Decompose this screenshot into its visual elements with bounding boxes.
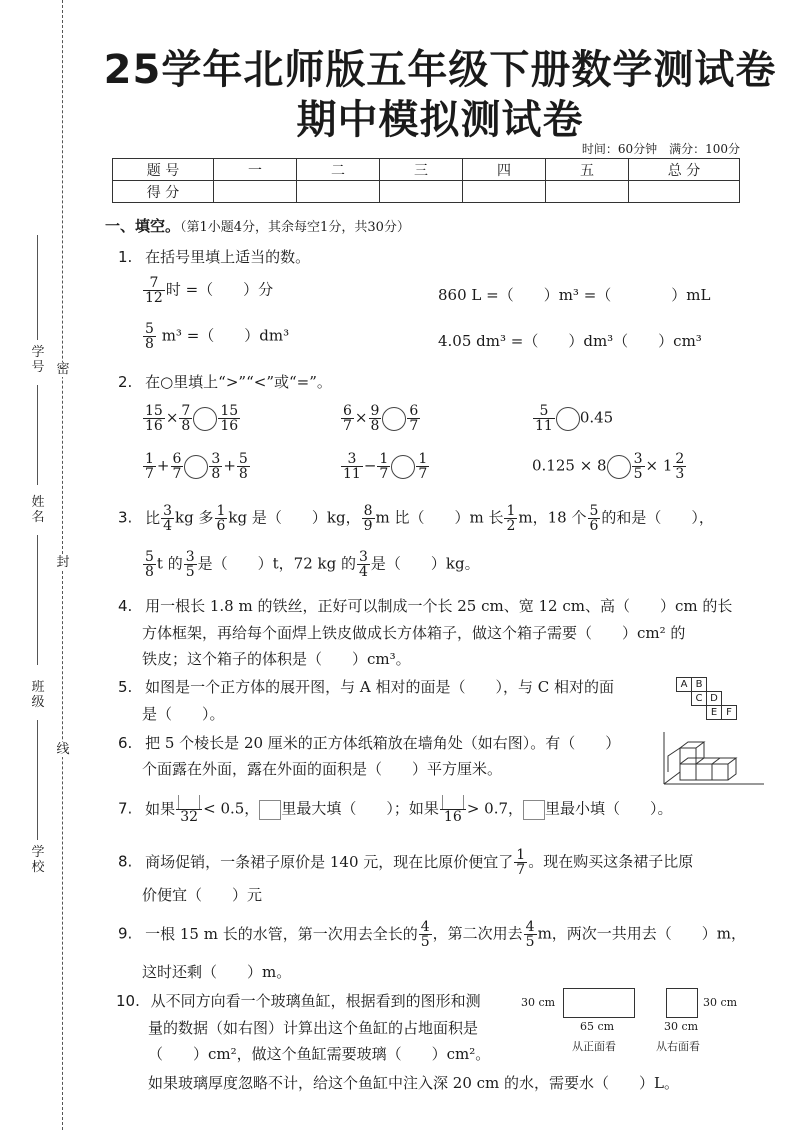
question-4-line1 bbox=[118, 595, 732, 616]
numerator: 3 bbox=[185, 549, 195, 565]
q1-item-c bbox=[142, 322, 289, 351]
text: 比 bbox=[145, 508, 161, 527]
numerator: 1 bbox=[516, 847, 526, 863]
numerator: 1 bbox=[506, 503, 516, 519]
question-number: 4. bbox=[118, 597, 133, 615]
answer-circle[interactable] bbox=[607, 455, 631, 479]
question-1 bbox=[118, 246, 310, 267]
q2-compare-4 bbox=[142, 452, 251, 481]
section-note: （第1小题4分，其余每空1分，共30分） bbox=[180, 220, 410, 235]
denominator: 11 bbox=[343, 466, 361, 482]
text: m，两次一共用去（ ）m， bbox=[537, 924, 747, 943]
numerator: 4 bbox=[420, 919, 430, 935]
question-8-line2: 价便宜（ ）元 bbox=[142, 886, 263, 904]
denominator: 7 bbox=[418, 466, 428, 482]
answer-circle[interactable] bbox=[193, 407, 217, 431]
fraction bbox=[377, 452, 390, 481]
numerator: 6 bbox=[172, 451, 182, 467]
score-table bbox=[112, 158, 740, 203]
denominator: 7 bbox=[409, 418, 419, 434]
denominator: 8 bbox=[145, 564, 154, 580]
operator: × 1 bbox=[645, 456, 673, 475]
net-face: C bbox=[691, 691, 707, 706]
page-subtitle: 期中模拟测试卷 bbox=[296, 97, 584, 143]
question-text: 从不同方向看一个玻璃鱼缸，根据看到的图形和测 bbox=[150, 992, 481, 1010]
fraction bbox=[161, 504, 174, 533]
question-4-line3: 铁皮；这个箱子的体积是（ ）cm³。 bbox=[142, 650, 411, 668]
score-cell: 五 bbox=[546, 159, 629, 181]
item-text: 时 =（ ）分 bbox=[165, 280, 274, 299]
denominator: 2 bbox=[506, 518, 516, 534]
answer-box[interactable] bbox=[523, 800, 545, 820]
text: ，第二次用去 bbox=[432, 924, 523, 943]
numerator: 7 bbox=[181, 403, 191, 419]
question-10-line2: 量的数据（如右图）计算出这个鱼缸的占地面积是 bbox=[148, 1019, 479, 1037]
right-view-caption: 从右面看 bbox=[656, 1040, 700, 1053]
answer-circle[interactable] bbox=[391, 455, 415, 479]
question-number: 7. bbox=[118, 799, 133, 818]
denominator: 7 bbox=[343, 418, 352, 434]
text: 商场促销，一条裙子原价是 140 元，现在比原价便宜了 bbox=[145, 852, 514, 871]
denominator: 11 bbox=[535, 418, 553, 434]
fraction bbox=[416, 452, 429, 481]
score-input-cell[interactable] bbox=[214, 181, 297, 203]
denominator: 8 bbox=[370, 418, 380, 434]
numerator: 5 bbox=[145, 549, 154, 565]
seal-mark-feng: 封 bbox=[56, 555, 70, 570]
text: m 比（ ）m 长 bbox=[375, 508, 504, 527]
question-7 bbox=[118, 795, 673, 824]
denominator: 8 bbox=[145, 336, 154, 352]
score-input-cell[interactable] bbox=[629, 181, 740, 203]
numerator: 3 bbox=[633, 451, 643, 467]
denominator: 7 bbox=[172, 466, 182, 482]
fraction bbox=[588, 504, 601, 533]
numerator: 5 bbox=[145, 321, 154, 337]
question-text: 在○里填上“>”“<”或“=”。 bbox=[145, 373, 332, 391]
q2-compare-3 bbox=[532, 404, 613, 433]
text: 。现在购买这条裙子比原 bbox=[528, 852, 694, 871]
question-number: 5. bbox=[118, 678, 133, 696]
q1-item-b: 860 L =（ ）m³ =（ ）mL bbox=[438, 286, 711, 304]
denominator: 5 bbox=[633, 466, 643, 482]
denominator: 9 bbox=[363, 518, 373, 534]
fraction bbox=[215, 504, 228, 533]
question-text: 在括号里填上适当的数。 bbox=[145, 248, 311, 266]
text: < 0.5， bbox=[203, 799, 260, 818]
page-title: 25学年北师版五年级下册数学测试卷 bbox=[103, 47, 777, 93]
denominator: 6 bbox=[216, 518, 226, 534]
numerator-blank[interactable] bbox=[440, 795, 466, 810]
denominator: 5 bbox=[185, 564, 195, 580]
numerator: 4 bbox=[525, 919, 535, 935]
numerator: 1 bbox=[145, 451, 154, 467]
question-6-line1 bbox=[118, 732, 620, 753]
score-table-score-row bbox=[113, 181, 740, 203]
q2-compare-1 bbox=[142, 404, 241, 433]
front-view-caption: 从正面看 bbox=[572, 1040, 616, 1053]
score-input-cell[interactable] bbox=[463, 181, 546, 203]
net-face: B bbox=[691, 677, 707, 692]
denominator: 7 bbox=[379, 466, 389, 482]
fraction-with-blank bbox=[440, 795, 466, 824]
fraction bbox=[524, 920, 537, 949]
denominator: 5 bbox=[525, 934, 535, 950]
score-cell: 三 bbox=[380, 159, 463, 181]
school-label: 学校 bbox=[31, 845, 45, 875]
numerator: 6 bbox=[343, 403, 352, 419]
numerator: 5 bbox=[589, 503, 599, 519]
denominator: 8 bbox=[211, 466, 221, 482]
fraction bbox=[369, 404, 382, 433]
question-6-line2: 个面露在外面，露在外面的面积是（ ）平方厘米。 bbox=[142, 760, 503, 778]
fraction bbox=[179, 404, 192, 433]
operator: + bbox=[223, 456, 236, 475]
fraction bbox=[143, 404, 165, 433]
fraction bbox=[419, 920, 432, 949]
q2-compare-6 bbox=[532, 452, 687, 481]
right-view-height: 30 cm bbox=[703, 996, 738, 1009]
score-input-cell[interactable] bbox=[380, 181, 463, 203]
denominator: 16 bbox=[220, 418, 239, 434]
score-input-cell[interactable] bbox=[546, 181, 629, 203]
net-face: F bbox=[721, 705, 737, 720]
text: 是（ ）kg。 bbox=[370, 554, 480, 573]
numerator: 15 bbox=[220, 403, 239, 419]
denominator: 5 bbox=[420, 934, 430, 950]
numerator: 9 bbox=[370, 403, 380, 419]
denominator: 32 bbox=[180, 809, 199, 825]
question-10-line4: 如果玻璃厚度忽略不计，给这个鱼缸中注入深 20 cm 的水，需要水（ ）L。 bbox=[148, 1074, 679, 1092]
class-label: 班级 bbox=[31, 680, 45, 710]
denominator: 7 bbox=[145, 466, 154, 482]
question-number: 1. bbox=[118, 248, 133, 266]
student-id-label: 学号 bbox=[31, 345, 45, 375]
question-number: 8. bbox=[118, 852, 133, 871]
question-9-line2: 这时还剩（ ）m。 bbox=[142, 963, 292, 981]
denominator: 8 bbox=[238, 466, 248, 482]
exam-meta: 时间：60分钟 满分：100分 bbox=[581, 142, 740, 156]
text: t 的 bbox=[156, 554, 183, 573]
question-10-line1 bbox=[116, 990, 481, 1011]
operator: − bbox=[363, 456, 377, 475]
numerator: 3 bbox=[341, 452, 363, 467]
denominator: 4 bbox=[358, 564, 368, 580]
q2-compare-5 bbox=[340, 452, 430, 481]
denominator: 4 bbox=[163, 518, 173, 534]
numerator: 3 bbox=[358, 549, 368, 565]
q1-item-a bbox=[142, 276, 273, 305]
score-cell: 二 bbox=[297, 159, 380, 181]
denominator: 3 bbox=[675, 466, 685, 482]
front-view-rect bbox=[563, 988, 635, 1018]
question-number: 2. bbox=[118, 373, 133, 391]
score-cell: 四 bbox=[463, 159, 546, 181]
fraction bbox=[341, 452, 363, 481]
numerator-blank[interactable] bbox=[176, 795, 202, 810]
numerator: 7 bbox=[143, 276, 165, 291]
text: > 0.7， bbox=[466, 799, 524, 818]
fraction bbox=[143, 322, 156, 351]
name-line-top bbox=[37, 385, 38, 485]
denominator: 7 bbox=[516, 862, 526, 878]
fraction bbox=[143, 550, 156, 579]
section-title: 一、填空。 bbox=[105, 217, 181, 235]
score-cell: 总 分 bbox=[629, 159, 740, 181]
fraction bbox=[632, 452, 645, 481]
right-view-width: 30 cm bbox=[664, 1020, 699, 1033]
score-table-header-row bbox=[113, 159, 740, 181]
fraction bbox=[514, 848, 527, 877]
numerator: 1 bbox=[418, 451, 428, 467]
answer-circle[interactable] bbox=[184, 455, 208, 479]
fraction bbox=[171, 452, 184, 481]
fraction bbox=[504, 504, 517, 533]
value: 0.45 bbox=[579, 408, 614, 427]
fraction bbox=[341, 404, 354, 433]
question-9-line1 bbox=[118, 920, 746, 949]
section-header bbox=[105, 215, 410, 236]
fraction bbox=[407, 404, 420, 433]
question-5-line1 bbox=[118, 676, 614, 697]
fraction bbox=[673, 452, 686, 481]
text: 一根 15 m 长的水管，第一次用去全长的 bbox=[145, 924, 418, 943]
numerator: 2 bbox=[675, 451, 685, 467]
stacked-cubes-figure bbox=[660, 728, 770, 790]
fraction bbox=[362, 504, 375, 533]
fraction bbox=[357, 550, 370, 579]
denominator: 6 bbox=[589, 518, 599, 534]
question-number: 9. bbox=[118, 924, 133, 943]
operator: × bbox=[165, 408, 179, 427]
question-number: 6. bbox=[118, 734, 133, 752]
denominator: 16 bbox=[145, 418, 163, 434]
class-line bbox=[37, 720, 38, 840]
question-text: 用一根长 1.8 m 的铁丝，正好可以制成一个长 25 cm、宽 12 cm、高（ ）cm 的长 bbox=[145, 597, 733, 615]
text: m，18 个 bbox=[518, 508, 587, 527]
q1-item-d: 4.05 dm³ =（ ）dm³（ ）cm³ bbox=[438, 332, 702, 350]
fraction bbox=[143, 452, 156, 481]
text: kg 多 bbox=[175, 508, 214, 527]
operator: × bbox=[354, 408, 368, 427]
question-8-line1 bbox=[118, 848, 693, 877]
fraction-with-blank bbox=[176, 795, 202, 824]
score-cell: 题 号 bbox=[113, 159, 214, 181]
numerator: 5 bbox=[533, 404, 555, 419]
numerator: 1 bbox=[216, 503, 226, 519]
seal-mark-mi: 密 bbox=[56, 362, 70, 377]
student-id-line bbox=[37, 235, 38, 340]
front-view-width: 65 cm bbox=[580, 1020, 615, 1033]
fraction bbox=[218, 404, 240, 433]
numerator: 6 bbox=[409, 403, 419, 419]
text: 如果 bbox=[145, 799, 176, 818]
name-label: 姓名 bbox=[31, 495, 45, 525]
front-view-height: 30 cm bbox=[521, 996, 556, 1009]
numerator: 5 bbox=[238, 451, 248, 467]
seal-mark-xian: 线 bbox=[56, 742, 70, 757]
question-number: 3. bbox=[118, 508, 133, 527]
fraction bbox=[184, 550, 197, 579]
expression: 0.125 × 8 bbox=[532, 456, 607, 475]
question-text: 如图是一个正方体的展开图，与 A 相对的面是（ ），与 C 相对的面 bbox=[145, 678, 614, 696]
denominator: 8 bbox=[181, 418, 191, 434]
answer-box[interactable] bbox=[259, 800, 281, 820]
question-2 bbox=[118, 371, 332, 392]
net-face: D bbox=[706, 691, 722, 706]
question-3-line1 bbox=[118, 504, 714, 533]
fraction bbox=[209, 452, 222, 481]
q2-compare-2 bbox=[340, 404, 421, 433]
text: kg 是（ ）kg， bbox=[228, 508, 361, 527]
denominator: 12 bbox=[145, 290, 163, 306]
text: 的和是（ ）， bbox=[601, 508, 714, 527]
net-face: E bbox=[706, 705, 722, 720]
operator: + bbox=[156, 456, 170, 475]
right-view-rect bbox=[666, 988, 698, 1018]
text: 是（ ）t，72 kg 的 bbox=[197, 554, 356, 573]
answer-circle[interactable] bbox=[382, 407, 406, 431]
question-5-line2: 是（ ）。 bbox=[142, 705, 225, 723]
answer-circle[interactable] bbox=[556, 407, 580, 431]
question-number: 10. bbox=[116, 992, 140, 1010]
score-cell: 一 bbox=[214, 159, 297, 181]
fraction bbox=[143, 276, 165, 305]
numerator: 3 bbox=[211, 451, 221, 467]
numerator: 1 bbox=[379, 451, 389, 467]
text: 里最大填（ ）；如果 bbox=[281, 799, 439, 818]
net-face: A bbox=[676, 677, 692, 692]
text: 里最小填（ ）。 bbox=[545, 799, 673, 818]
question-3-line2 bbox=[142, 550, 480, 579]
numerator: 3 bbox=[163, 503, 173, 519]
question-10-line3: （ ）cm²，做这个鱼缸需要玻璃（ ）cm²。 bbox=[148, 1045, 491, 1063]
numerator: 15 bbox=[145, 403, 163, 419]
question-text: 把 5 个棱长是 20 厘米的正方体纸箱放在墙角处（如右图）。有（ ） bbox=[145, 734, 621, 752]
score-cell: 得 分 bbox=[113, 181, 214, 203]
numerator: 8 bbox=[363, 503, 373, 519]
question-4-line2: 方体框架，再给每个面焊上铁皮做成长方体箱子，做这个箱子需要（ ）cm² 的 bbox=[142, 624, 686, 642]
denominator: 16 bbox=[443, 809, 462, 825]
item-text: m³ =（ ）dm³ bbox=[161, 326, 290, 345]
fraction bbox=[533, 404, 555, 433]
score-input-cell[interactable] bbox=[297, 181, 380, 203]
name-line bbox=[37, 535, 38, 665]
fraction bbox=[237, 452, 250, 481]
